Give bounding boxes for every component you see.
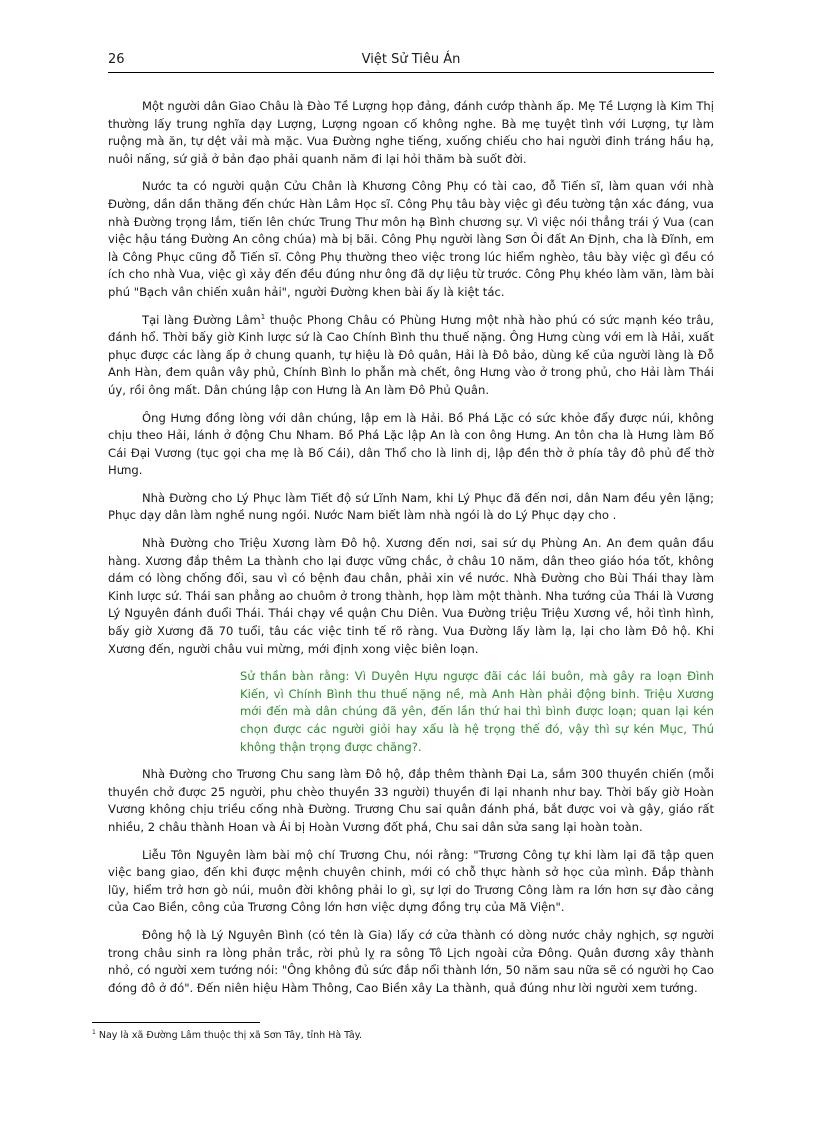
footnote: [92, 1030, 712, 1041]
footnote-text: Nay là xã Đường Lâm thuộc thị xã Sơn Tây, tỉnh Hà Tây.: [95, 1030, 362, 1041]
paragraph: Nhà Đường cho Triệu Xương làm Đô hộ. Xương đến nơi, sai sứ dụ Phùng An. An đem quân đầu hàng. Xương đắp thêm La thành cho lại được vững chắc, ở châu 10 năm, dân theo giáo hóa tốt, không dám có lòng chống đối, sau vì có bệnh đau chân, phải xin về nước. Nhà Đường cho Bùi Thái thay làm Kinh lược sứ. Thái san phẳng ao chuôm ở trong thành, họp làm một thành. Nha tướng của Thái là Vương Lý Nguyên đánh đuổi Thái. Thái chạy về quận Chu Diên. Vua Đường triệu Triệu Xương về, hỏi tình hình, bấy giờ Xương đã 70 tuổi, tâu các việc tinh tế rõ ràng. Vua Đường lấy làm lạ, lại cho làm Đô hộ. Khi Xương đến, người châu vui mừng, mới định xong việc biên loạn.: [108, 536, 714, 656]
paragraph: Liễu Tôn Nguyên làm bài mộ chí Trương Chu, nói rằng: "Trương Công tự khi làm lại đã tập quen việc bang giao, đến khi được mệnh chuyên chinh, mới có chỗ thực hành sở học của mình. Đắp thành lũy, hiểm trở hơn gò núi, muôn đời không phải lo gì, sự lợi do Trương Công làm ra lớn hơn sự đào cảng của Cao Biền, công của Trương Công lớn hơn việc dựng đồng trụ của Mã Viện".: [108, 847, 714, 915]
paragraph: Một người dân Giao Châu là Đào Tề Lượng họp đảng, đánh cướp thành ấp. Mẹ Tề Lượng là Kim Thị thường lấy trung nghĩa dạy Lượng, Lượng ngoan cố không nghe. Bà mẹ tuyệt tình với Lượng, tự làm ruộng mà ăn, tự dệt vải mà mặc. Vua Đường nghe tiếng, xuống chiếu cho hai người đinh tráng hầu hạ, nuôi nấng, sứ giả ở bản đạo phải quanh năm đi lại hỏi thăm bà suốt đời.: [108, 99, 714, 166]
paragraph: Đông hộ là Lý Nguyên Bình (có tên là Gia) lấy cớ cửa thành có dòng nước chảy nghịch, sợ người trong châu sinh ra lòng phản trắc, rời phủ lỵ ra sông Tô Lịch ngoài cửa Đông. Quân đương xây thành nhỏ, có người xem tướng nói: "Ông không đủ sức đắp nổi thành lớn, 50 năm sau nữa sẽ có người họ Cao đóng đô ở đó". Đến niên hiệu Hàm Thông, Cao Biền xây La thành, quả đúng như lời người xem tướng.: [108, 927, 714, 995]
paragraph: Ông Hưng đồng lòng với dân chúng, lập em là Hải. Bồ Phá Lặc có sức khỏe đẩy được núi, không chịu theo Hải, lánh ở động Chu Nham. Bồ Phá Lặc lập An là con ông Hưng. An tôn cha là Hưng làm Bố Cái Đại Vương (tục gọi cha mẹ là Bố Cái), dân Thổ cho là linh dị, lập đền thờ ở phía tây đô phủ để thờ Hưng.: [108, 410, 714, 478]
paragraph: Nhà Đường cho Trương Chu sang làm Đô hộ, đắp thêm thành Đại La, sắm 300 thuyền chiến (mỗi thuyền chở được 25 người, phu chèo thuyền 33 người) thuyền đi lại nhanh như bay. Thời bấy giờ Hoàn Vương không chịu triều cống nhà Đường. Trương Chu sai quân đánh phá, bắt được voi và gậy, giáo rất nhiều, 2 châu thành Hoan và Ái bị Hoàn Vương đốt phá, Chu sai dân sửa sang lại hoàn toàn.: [108, 767, 714, 834]
footnote-divider: [92, 1022, 260, 1023]
footnote-mark[interactable]: 1: [260, 312, 266, 321]
paragraph: Nước ta có người quận Cửu Chân là Khương Công Phụ có tài cao, đỗ Tiến sĩ, làm quan với nhà Đường, dần dần thăng đến chức Hàn Lâm Học sĩ. Công Phụ tâu bày việc gì đều tường tận xác đáng, vua nhà Đường trọng lắm, tiến lên chức Trung Thư môn hạ Bình chương sự. Vì việc nói thẳng trái ý Vua (can việc hậu táng Đường An công chúa) mà bị bãi. Công Phụ người làng Sơn Ôi đất An Định, cha là Đĩnh, em là Công Phục cũng đỗ Tiến sĩ. Công Phụ thường theo việc trong lúc hiểm nghèo, tâu bày việc gì đều có ích cho nhà Vua, việc gì xảy đến đều đúng như ông đã dự liệu từ trước. Công Phụ khéo làm văn, làm bài phú "Bạch vân chiến xuân hải", người Đường khen bài ấy là kiệt tác.: [108, 179, 714, 299]
paragraph-text: Tại làng Đường Lâm: [142, 312, 261, 327]
paragraph-text: thuộc Phong Châu có Phùng Hưng một nhà hào phú có sức mạnh kéo trâu, đánh hổ. Thời bấy giờ Kinh lược sứ là Cao Chính Bình thu thuế nặng. Ông Hưng cùng với em là Hải, xuất phục được các làng ấp ở chung quanh, tự hiệu là Đô quân, Hải là Đô bảo, dùng kế của người làng là Đỗ Anh Hàn, đem quân vây phủ, Chính Bình lo phẫn mà chết, ông Hưng vào ở trong phủ, cho Hải làm Thái úy, rồi ông mất. Dân chúng lập con Hưng là An làm Đô Phủ Quân.: [108, 312, 714, 397]
running-title: Việt Sử Tiêu Án: [361, 52, 461, 67]
footnote-number: 1: [92, 1028, 96, 1036]
paragraph: [108, 312, 714, 400]
historian-remark: Sử thần bàn rằng: Vì Duyên Hựu ngược đãi các lái buôn, mà gây ra loạn Đình Kiến, vì Chính Bình thu thuế nặng nề, mà Anh Hàn phải động binh. Triệu Xương mới đến mà dân chúng đã yên, đến lần thứ hai thì bình được loạn; quan lại kén chọn được các người giỏi hay xấu là hệ trọng thế đó, vậy thì sự kén Mục, Thú không thận trọng được chăng?.: [240, 669, 714, 754]
page-body: [108, 98, 714, 1007]
paragraph: Nhà Đường cho Lý Phục làm Tiết độ sứ Lĩnh Nam, khi Lý Phục đã đến nơi, dân Nam đều yên lặng; Phục dạy dân làm nghề nung ngói. Nước Nam biết làm nhà ngói là do Lý Phục dạy cho .: [108, 490, 714, 523]
page-header: [108, 50, 714, 73]
page-number: 26: [108, 52, 125, 67]
